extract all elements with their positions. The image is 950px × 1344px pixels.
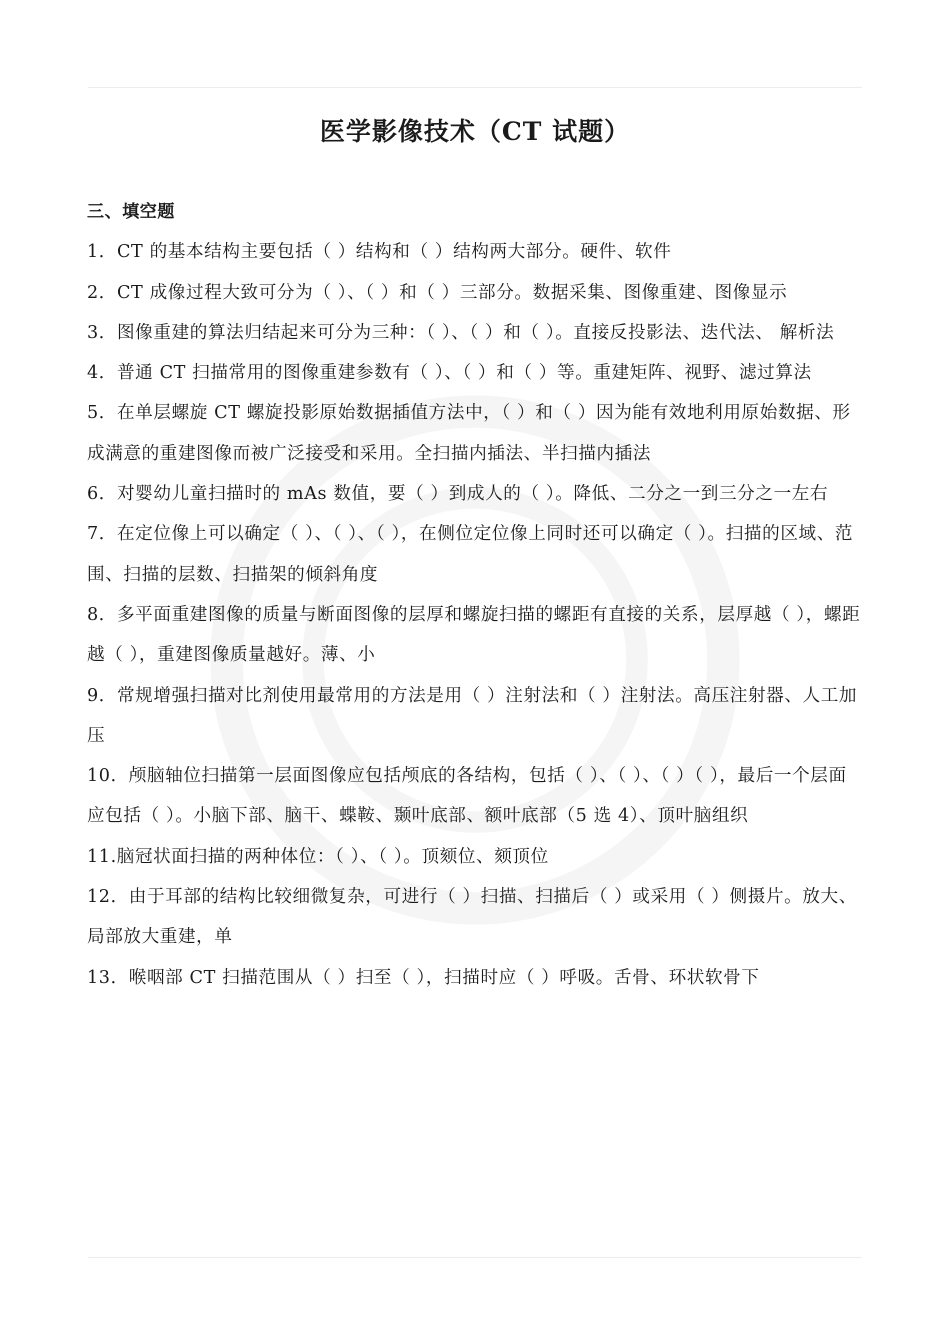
question-13: 13．喉咽部 CT 扫描范围从（ ）扫至（ ），扫描时应（ ）呼吸。舌骨、环状软骨下 <box>87 967 760 988</box>
page-title: 医学影像技术（CT 试题） <box>319 117 631 146</box>
question-12: 12．由于耳部的结构比较细微复杂，可进行（ ）扫描、扫描后（ ）或采用（ ）侧摄片。放大、局部放大重建，单 <box>87 887 857 948</box>
question-3: 3．图像重建的算法归结起来可分为三种：（ ）、（ ）和（ ）。直接反投影法、迭代法、 解析法 <box>87 322 835 343</box>
section-heading: 三、填空题 <box>87 202 175 222</box>
footer-rule <box>88 1257 862 1258</box>
question-5: 5．在单层螺旋 CT 螺旋投影原始数据插值方法中，（ ）和（ ）因为能有效地利用原始数据、形成满意的重建图像而被广泛接受和采用。全扫描内插法、半扫描内插法 <box>87 403 851 464</box>
question-9: 9．常规增强扫描对比剂使用最常用的方法是用（ ）注射法和（ ）注射法。高压注射器、人工加压 <box>87 685 858 746</box>
question-2: 2．CT 成像过程大致可分为（ ）、（ ）和（ ）三部分。数据采集、图像重建、图像显示 <box>87 282 788 303</box>
header-rule <box>88 87 862 88</box>
question-6: 6．对婴幼儿童扫描时的 mAs 数值，要（ ）到成人的（ ）。降低、二分之一到三分之一左右 <box>87 484 829 505</box>
question-7: 7．在定位像上可以确定（ ）、（ ）、（ ），在侧位定位像上同时还可以确定（ ）。扫描的区域、范围、扫描的层数、扫描架的倾斜角度 <box>87 524 854 585</box>
question-10: 10．颅脑轴位扫描第一层面图像应包括颅底的各结构，包括（ ）、（ ）、（ ）（ ），最后一个层面应包括（ ）。小脑下部、脑干、蝶鞍、颞叶底部、额叶底部（5 选 4）、顶叶脑组织 <box>87 766 847 827</box>
question-1: 1．CT 的基本结构主要包括（ ）结构和（ ）结构两大部分。硬件、软件 <box>87 242 672 263</box>
question-4: 4．普通 CT 扫描常用的图像重建参数有（ ）、（ ）和（ ）等。重建矩阵、视野、滤过算法 <box>87 363 812 384</box>
question-11: 11.脑冠状面扫描的两种体位：（ ）、（ ）。顶颏位、颏顶位 <box>87 846 549 867</box>
question-8: 8．多平面重建图像的质量与断面图像的层厚和螺旋扫描的螺距有直接的关系，层厚越（ ），螺距越（ ），重建图像质量越好。薄、小 <box>87 604 861 666</box>
document-body <box>87 192 862 998</box>
